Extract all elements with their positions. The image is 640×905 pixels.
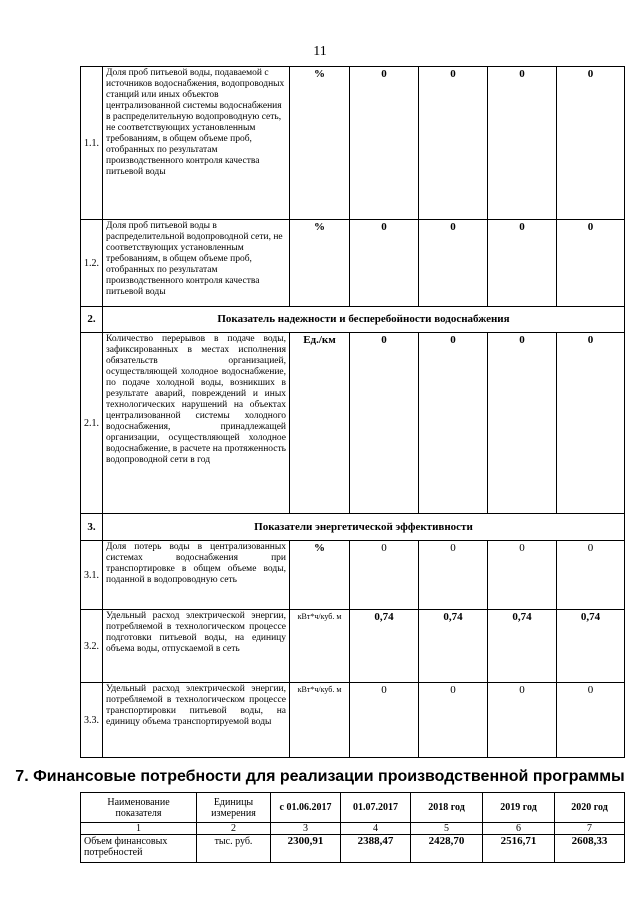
value-cell: 0,74	[557, 610, 625, 683]
column-index: 7	[555, 823, 625, 835]
section-header-row	[81, 307, 625, 333]
value-cell: 0	[488, 220, 557, 307]
table-row	[81, 610, 625, 683]
value-cell: 0	[557, 541, 625, 610]
value-cell: 0	[557, 333, 625, 514]
section-number: 3.	[81, 514, 103, 541]
value-cell: 0	[350, 67, 419, 220]
value-cell: 2608,33	[555, 835, 625, 863]
section-title: Показатель надежности и бесперебойности водоснабжения	[103, 307, 625, 333]
column-index: 6	[483, 823, 555, 835]
value-cell: 0	[350, 683, 419, 758]
value-cell: 0	[350, 541, 419, 610]
row-number: 3.1.	[81, 541, 103, 610]
value-cell: 0	[557, 683, 625, 758]
unit-cell: %	[290, 220, 350, 307]
unit-cell: Ед./км	[290, 333, 350, 514]
unit-cell: тыс. руб.	[197, 835, 271, 863]
section-7-title: 7. Финансовые потребности для реализации производственной программы	[15, 768, 625, 785]
value-cell: 0	[557, 67, 625, 220]
column-index: 3	[271, 823, 341, 835]
index-row	[81, 823, 625, 835]
table-row	[81, 683, 625, 758]
column-index: 4	[341, 823, 411, 835]
row-number: 3.3.	[81, 683, 103, 758]
unit-cell: кВт*ч/куб. м	[290, 683, 350, 758]
value-cell: 0	[488, 67, 557, 220]
value-cell: 0,74	[350, 610, 419, 683]
value-cell: 0	[419, 67, 488, 220]
row-number: 1.1.	[81, 67, 103, 220]
value-cell: 2388,47	[341, 835, 411, 863]
indicators-table	[80, 66, 625, 758]
value-cell: 0	[350, 333, 419, 514]
column-header: 2020 год	[555, 793, 625, 823]
column-header: Наименование показателя	[81, 793, 197, 823]
table-row	[81, 67, 625, 220]
unit-cell: кВт*ч/куб. м	[290, 610, 350, 683]
table-row	[81, 835, 625, 863]
column-header: Единицы измерения	[197, 793, 271, 823]
indicator-description: Количество перерывов в подаче воды, зафиксированных в местах исполнения обязательств организацией, осуществляющей холодное водоснабжение, по подаче холодной воды, возникших в результате аварий, повреждений и иных технологических нарушений на объектах централизованной системы холодного водоснабжения, принадлежащей организации, осуществляющей холодное водоснабжение, в расчете на протяженность водопроводной сети в год	[103, 333, 290, 514]
indicator-description: Доля проб питьевой воды, подаваемой с источников водоснабжения, водопроводных станций или иных объектов централизованной системы водоснабжения в распределительную водопроводную сеть, не соответствующих установленным требованиям, в общем объеме проб, отобранных по результатам производственного контроля качества питьевой воды	[103, 67, 290, 220]
row-number: 3.2.	[81, 610, 103, 683]
value-cell: 0,74	[488, 610, 557, 683]
column-header: 2018 год	[411, 793, 483, 823]
row-number: 2.1.	[81, 333, 103, 514]
value-cell: 0	[488, 333, 557, 514]
indicator-description: Удельный расход электрической энергии, потребляемой в технологическом процессе подготовки питьевой воды, на единицу объема воды, отпускаемой в сеть	[103, 610, 290, 683]
indicator-description: Доля потерь воды в централизованных системах водоснабжения при транспортировке в общем объеме воды, поданной в водопроводную сеть	[103, 541, 290, 610]
section-header-row	[81, 514, 625, 541]
value-cell: 0	[350, 220, 419, 307]
value-cell: 0	[557, 220, 625, 307]
unit-cell: %	[290, 541, 350, 610]
indicator-description: Удельный расход электрической энергии, потребляемой в технологическом процессе транспортировки питьевой воды, на единицу объема транспортируемой воды	[103, 683, 290, 758]
column-index: 2	[197, 823, 271, 835]
column-header: 2019 год	[483, 793, 555, 823]
value-cell: 0,74	[419, 610, 488, 683]
table-row	[81, 333, 625, 514]
unit-cell: %	[290, 67, 350, 220]
value-cell: 0	[419, 333, 488, 514]
value-cell: 0	[488, 541, 557, 610]
row-number: 1.2.	[81, 220, 103, 307]
page-number: 11	[313, 44, 327, 59]
value-cell: 0	[419, 541, 488, 610]
column-index: 5	[411, 823, 483, 835]
value-cell: 2516,71	[483, 835, 555, 863]
value-cell: 0	[488, 683, 557, 758]
indicator-description: Доля проб питьевой воды в распределительной водопроводной сети, не соответствующих установленным требованиям, в общем объеме проб, отобранных по результатам производственного контроля качества питьевой воды	[103, 220, 290, 307]
table-row	[81, 220, 625, 307]
section-title: Показатели энергетической эффективности	[103, 514, 625, 541]
financial-needs-table	[80, 792, 625, 863]
value-cell: 0	[419, 220, 488, 307]
indicator-name: Объем финансовых потребностей	[81, 835, 197, 863]
column-header: с 01.06.2017	[271, 793, 341, 823]
table-header-row	[81, 793, 625, 823]
value-cell: 2428,70	[411, 835, 483, 863]
table-row	[81, 541, 625, 610]
value-cell: 0	[419, 683, 488, 758]
section-number: 2.	[81, 307, 103, 333]
column-index: 1	[81, 823, 197, 835]
column-header: 01.07.2017	[341, 793, 411, 823]
value-cell: 2300,91	[271, 835, 341, 863]
